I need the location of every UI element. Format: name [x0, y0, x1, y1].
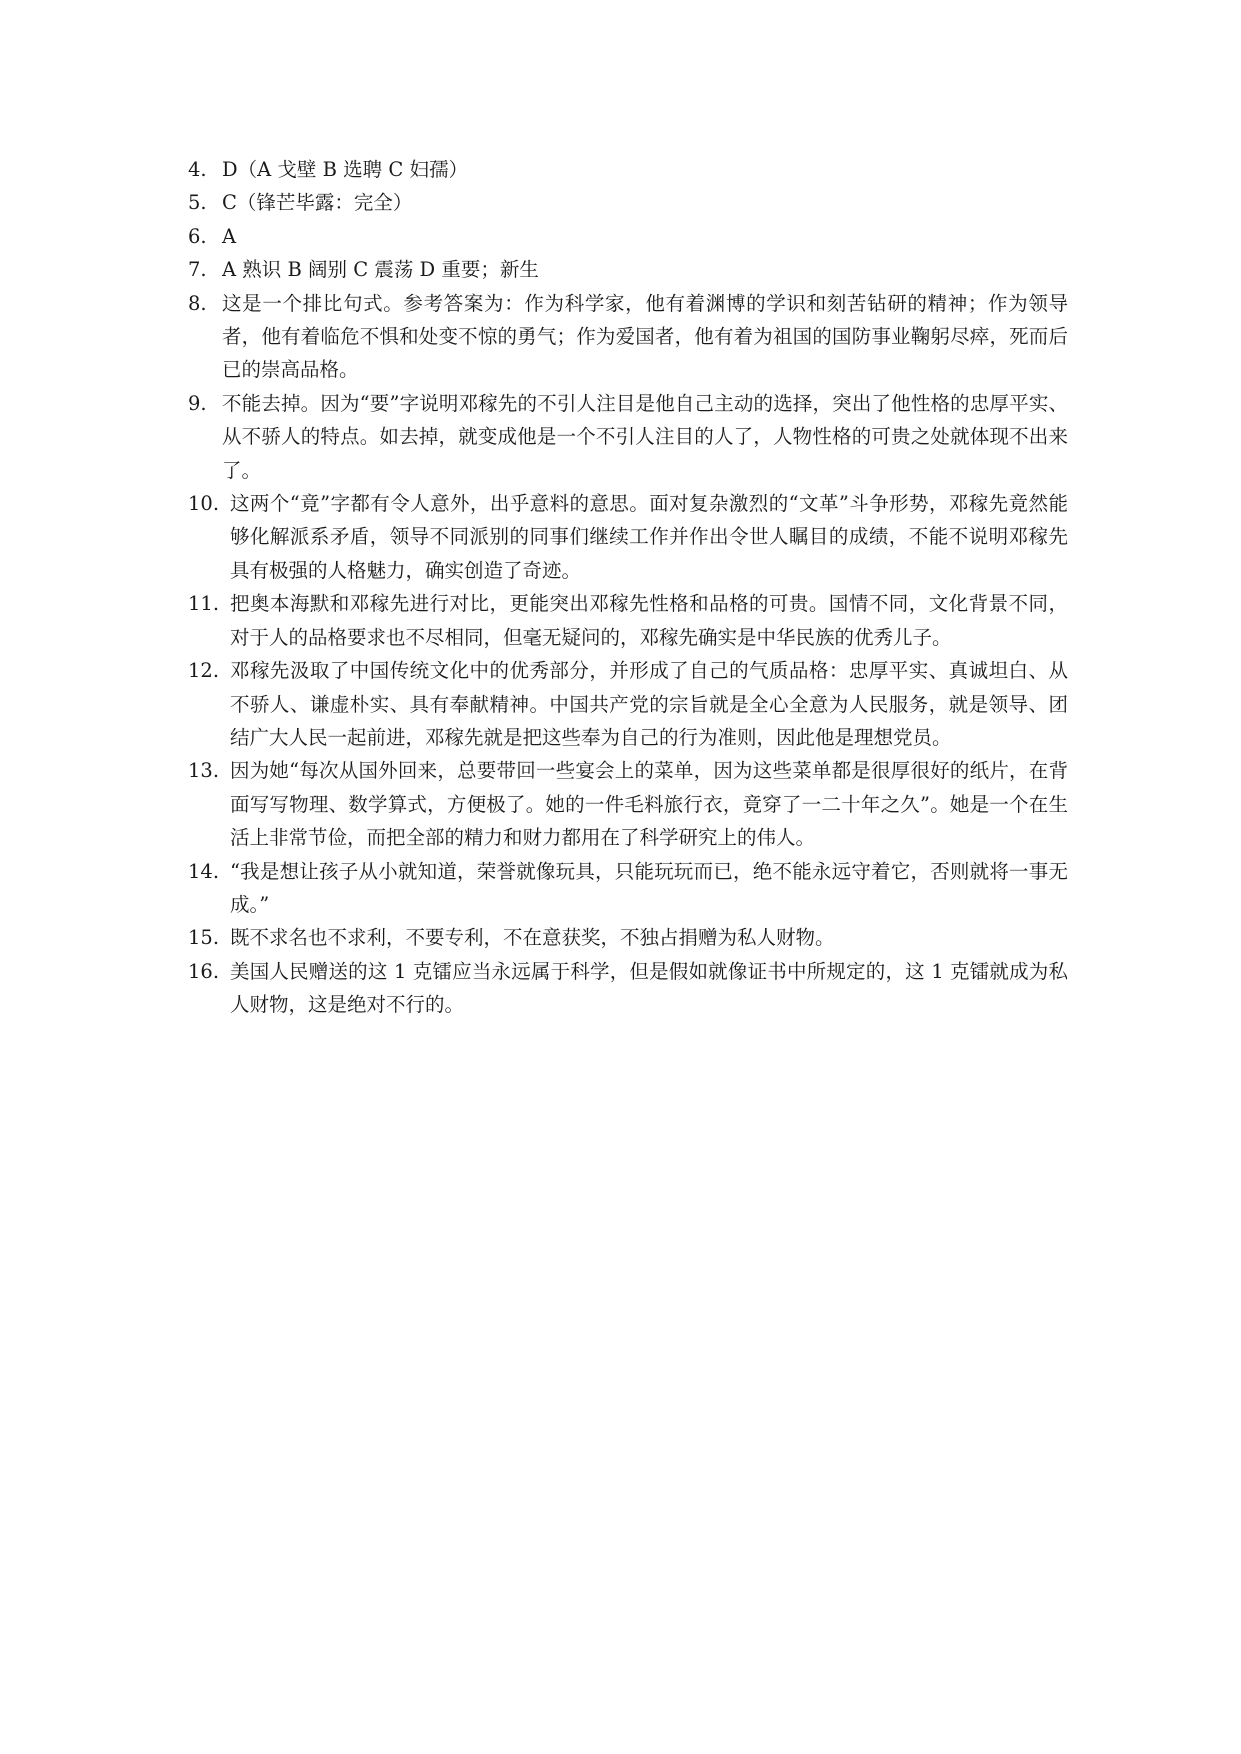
answer-text: 邓稼先汲取了中国传统文化中的优秀部分，并形成了自己的气质品格：忠厚平实、真诚坦白、从不骄人、谦虚朴实、具有奉献精神。中国共产党的宗旨就是全心全意为人民服务，就是领导、团结广大人民一起前进，邓稼先就是把这些奉为自己的行为准则，因此他是理想党员。 — [230, 659, 1068, 749]
answer-item — [188, 955, 1068, 1022]
answer-item — [188, 387, 1068, 487]
answer-text: 把奥本海默和邓稼先进行对比，更能突出邓稼先性格和品格的可贵。国情不同，文化背景不同，对于人的品格要求也不尽相同，但毫无疑问的，邓稼先确实是中华民族的优秀儿子。 — [230, 592, 1068, 649]
answer-text: 既不求名也不求利，不要专利，不在意获奖，不独占捐赠为私人财物。 — [230, 926, 835, 950]
answer-text: A — [222, 224, 237, 248]
answer-item — [188, 186, 1068, 219]
answer-text: 这两个“竟”字都有令人意外，出乎意料的意思。面对复杂激烈的“文革”斗争形势，邓稼先竟然能够化解派系矛盾，领导不同派别的同事们继续工作并作出令世人瞩目的成绩，不能不说明邓稼先具有极强的人格魅力，确实创造了奇迹。 — [230, 492, 1068, 582]
answer-number: 16. — [188, 959, 220, 983]
answer-number: 10. — [188, 492, 220, 516]
answer-item — [188, 220, 1068, 253]
answer-item — [188, 754, 1068, 854]
answer-number: 4. — [188, 158, 207, 181]
answer-item — [188, 253, 1068, 286]
answer-number: 7. — [188, 258, 207, 282]
answer-text: “我是想让孩子从小就知道，荣誉就像玩具，只能玩玩而已，绝不能永远守着它，否则就将一事无成。” — [230, 859, 1068, 916]
answer-item — [188, 587, 1068, 654]
answer-item — [188, 855, 1068, 922]
answer-text: C（锋芒毕露：完全） — [222, 191, 413, 215]
answer-number: 9. — [188, 391, 207, 415]
answer-text: 美国人民赠送的这 1 克镭应当永远属于科学，但是假如就像证书中所规定的，这 1 克镭就成为私人财物，这是绝对不行的。 — [230, 959, 1068, 1017]
answer-number: 14. — [188, 859, 220, 883]
answer-number: 13. — [188, 759, 220, 783]
answer-text: D（A 戈壁 B 选聘 C 妇孺） — [222, 158, 468, 181]
answer-number: 15. — [188, 926, 220, 950]
answer-item — [188, 921, 1068, 954]
answer-text: 这是一个排比句式。参考答案为：作为科学家，他有着渊博的学识和刻苦钻研的精神；作为领导者，他有着临危不惧和处变不惊的勇气；作为爱国者，他有着为祖国的国防事业鞠躬尽瘁，死而后已的崇高品格。 — [222, 291, 1068, 382]
answer-number: 8. — [188, 291, 207, 315]
answer-item — [188, 654, 1068, 754]
answer-number: 5. — [188, 191, 207, 215]
answer-item — [188, 153, 1068, 186]
answer-item — [188, 487, 1068, 587]
answer-item — [188, 287, 1068, 387]
answer-number: 6. — [188, 224, 207, 248]
answer-text: 不能去掉。因为“要”字说明邓稼先的不引人注目是他自己主动的选择，突出了他性格的忠厚平实、从不骄人的特点。如去掉，就变成他是一个不引人注目的人了，人物性格的可贵之处就体现不出来了。 — [222, 391, 1068, 482]
answer-text: A 熟识 B 阔别 C 震荡 D 重要；新生 — [222, 258, 539, 282]
answer-text: 因为她“每次从国外回来，总要带回一些宴会上的菜单，因为这些菜单都是很厚很好的纸片，在背面写写物理、数学算式，方便极了。她的一件毛料旅行衣，竟穿了一二十年之久”。她是一个在生活上非常节俭，而把全部的精力和财力都用在了科学研究上的伟人。 — [230, 759, 1068, 850]
answer-number: 11. — [188, 592, 220, 616]
answer-number: 12. — [188, 659, 220, 683]
answer-list — [188, 153, 1068, 1022]
